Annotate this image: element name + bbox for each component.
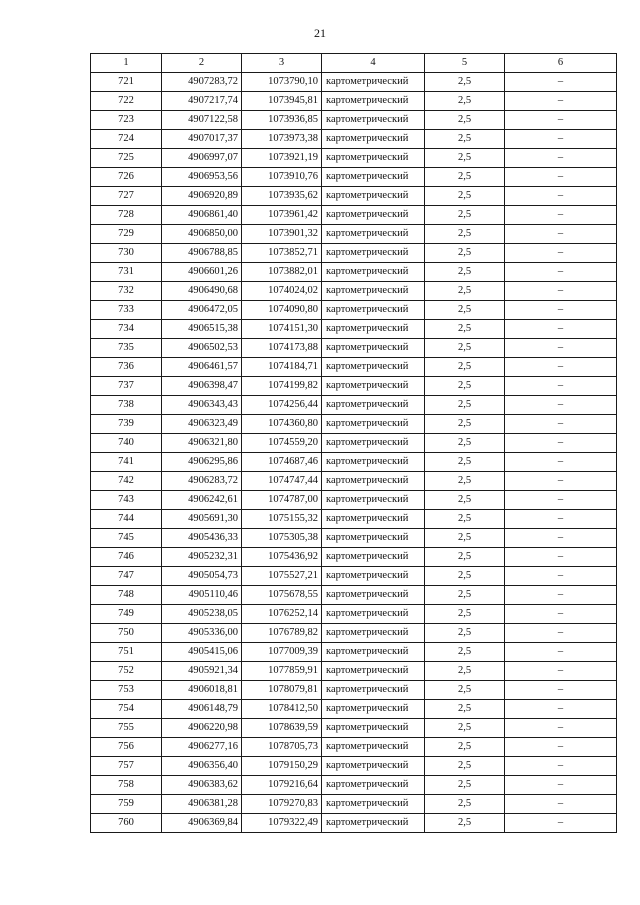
cell-accuracy: 2,5	[425, 738, 505, 757]
cell-coord-x: 4905921,34	[162, 662, 242, 681]
cell-point-number: 730	[91, 244, 162, 263]
table-row	[91, 472, 617, 491]
table-row	[91, 358, 617, 377]
cell-accuracy: 2,5	[425, 339, 505, 358]
cell-accuracy: 2,5	[425, 301, 505, 320]
cell-note: –	[505, 757, 617, 776]
cell-coord-y: 1075305,38	[242, 529, 322, 548]
cell-accuracy: 2,5	[425, 605, 505, 624]
cell-accuracy: 2,5	[425, 795, 505, 814]
cell-coord-y: 1074747,44	[242, 472, 322, 491]
table-row	[91, 73, 617, 92]
cell-method: картометрический	[322, 548, 425, 567]
cell-coord-x: 4906356,40	[162, 757, 242, 776]
table-row	[91, 738, 617, 757]
cell-method: картометрический	[322, 453, 425, 472]
cell-accuracy: 2,5	[425, 567, 505, 586]
cell-note: –	[505, 510, 617, 529]
cell-point-number: 724	[91, 130, 162, 149]
cell-accuracy: 2,5	[425, 586, 505, 605]
cell-method: картометрический	[322, 529, 425, 548]
cell-coord-x: 4907283,72	[162, 73, 242, 92]
cell-coord-y: 1073921,19	[242, 149, 322, 168]
cell-coord-x: 4906277,16	[162, 738, 242, 757]
cell-method: картометрический	[322, 130, 425, 149]
cell-coord-y: 1076789,82	[242, 624, 322, 643]
table-row	[91, 586, 617, 605]
cell-method: картометрический	[322, 605, 425, 624]
cell-coord-y: 1073910,76	[242, 168, 322, 187]
cell-coord-x: 4906295,86	[162, 453, 242, 472]
cell-coord-y: 1078079,81	[242, 681, 322, 700]
cell-method: картометрический	[322, 111, 425, 130]
table-row	[91, 168, 617, 187]
cell-method: картометрический	[322, 719, 425, 738]
cell-coord-x: 4906381,28	[162, 795, 242, 814]
cell-method: картометрический	[322, 681, 425, 700]
table-row	[91, 244, 617, 263]
cell-method: картометрический	[322, 814, 425, 833]
cell-coord-y: 1073936,85	[242, 111, 322, 130]
cell-note: –	[505, 130, 617, 149]
cell-coord-y: 1076252,14	[242, 605, 322, 624]
cell-point-number: 737	[91, 377, 162, 396]
table-row	[91, 225, 617, 244]
table-row	[91, 548, 617, 567]
cell-point-number: 721	[91, 73, 162, 92]
cell-coord-x: 4907217,74	[162, 92, 242, 111]
cell-note: –	[505, 168, 617, 187]
cell-accuracy: 2,5	[425, 282, 505, 301]
cell-point-number: 752	[91, 662, 162, 681]
cell-note: –	[505, 719, 617, 738]
cell-note: –	[505, 111, 617, 130]
cell-note: –	[505, 472, 617, 491]
cell-coord-x: 4906515,38	[162, 320, 242, 339]
cell-method: картометрический	[322, 282, 425, 301]
cell-point-number: 732	[91, 282, 162, 301]
table-row	[91, 795, 617, 814]
cell-accuracy: 2,5	[425, 263, 505, 282]
cell-coord-x: 4907017,37	[162, 130, 242, 149]
cell-accuracy: 2,5	[425, 491, 505, 510]
table-header	[91, 54, 617, 73]
table-row	[91, 206, 617, 225]
cell-note: –	[505, 377, 617, 396]
cell-coord-y: 1074024,02	[242, 282, 322, 301]
cell-accuracy: 2,5	[425, 225, 505, 244]
cell-method: картометрический	[322, 358, 425, 377]
cell-coord-x: 4906220,98	[162, 719, 242, 738]
table-row	[91, 662, 617, 681]
cell-coord-x: 4906502,53	[162, 339, 242, 358]
cell-point-number: 745	[91, 529, 162, 548]
cell-method: картометрический	[322, 643, 425, 662]
cell-note: –	[505, 795, 617, 814]
cell-accuracy: 2,5	[425, 814, 505, 833]
cell-coord-x: 4905436,33	[162, 529, 242, 548]
cell-coord-x: 4906997,07	[162, 149, 242, 168]
cell-point-number: 757	[91, 757, 162, 776]
cell-method: картометрический	[322, 377, 425, 396]
cell-coord-x: 4906472,05	[162, 301, 242, 320]
cell-method: картометрический	[322, 73, 425, 92]
cell-accuracy: 2,5	[425, 510, 505, 529]
cell-accuracy: 2,5	[425, 415, 505, 434]
cell-accuracy: 2,5	[425, 453, 505, 472]
cell-note: –	[505, 814, 617, 833]
header-col-1: 1	[91, 54, 162, 73]
cell-coord-y: 1074256,44	[242, 396, 322, 415]
cell-method: картометрический	[322, 510, 425, 529]
cell-accuracy: 2,5	[425, 358, 505, 377]
cell-point-number: 758	[91, 776, 162, 795]
cell-coord-x: 4907122,58	[162, 111, 242, 130]
cell-point-number: 736	[91, 358, 162, 377]
cell-note: –	[505, 282, 617, 301]
cell-coord-y: 1077009,39	[242, 643, 322, 662]
cell-coord-y: 1074199,82	[242, 377, 322, 396]
cell-note: –	[505, 529, 617, 548]
cell-point-number: 753	[91, 681, 162, 700]
cell-method: картометрический	[322, 263, 425, 282]
cell-point-number: 751	[91, 643, 162, 662]
table-row	[91, 396, 617, 415]
cell-point-number: 750	[91, 624, 162, 643]
cell-note: –	[505, 225, 617, 244]
cell-method: картометрический	[322, 491, 425, 510]
coordinates-table	[90, 53, 617, 833]
cell-coord-y: 1075155,32	[242, 510, 322, 529]
cell-note: –	[505, 263, 617, 282]
cell-point-number: 754	[91, 700, 162, 719]
cell-method: картометрический	[322, 225, 425, 244]
cell-method: картометрический	[322, 662, 425, 681]
cell-coord-y: 1074559,20	[242, 434, 322, 453]
table-row	[91, 453, 617, 472]
table-row	[91, 681, 617, 700]
cell-point-number: 725	[91, 149, 162, 168]
cell-point-number: 735	[91, 339, 162, 358]
cell-note: –	[505, 244, 617, 263]
table-row	[91, 643, 617, 662]
cell-method: картометрический	[322, 206, 425, 225]
cell-coord-x: 4905238,05	[162, 605, 242, 624]
cell-coord-x: 4905336,00	[162, 624, 242, 643]
cell-coord-y: 1073901,32	[242, 225, 322, 244]
cell-accuracy: 2,5	[425, 681, 505, 700]
cell-coord-x: 4906861,40	[162, 206, 242, 225]
cell-method: картометрический	[322, 757, 425, 776]
table-row	[91, 111, 617, 130]
cell-coord-x: 4905415,06	[162, 643, 242, 662]
cell-coord-y: 1073882,01	[242, 263, 322, 282]
cell-method: картометрический	[322, 624, 425, 643]
cell-coord-y: 1079216,64	[242, 776, 322, 795]
header-col-3: 3	[242, 54, 322, 73]
cell-coord-x: 4906398,47	[162, 377, 242, 396]
cell-coord-y: 1074184,71	[242, 358, 322, 377]
cell-point-number: 759	[91, 795, 162, 814]
cell-coord-x: 4906601,26	[162, 263, 242, 282]
table-row	[91, 339, 617, 358]
cell-accuracy: 2,5	[425, 662, 505, 681]
cell-coord-x: 4906242,61	[162, 491, 242, 510]
cell-point-number: 760	[91, 814, 162, 833]
cell-coord-y: 1073852,71	[242, 244, 322, 263]
cell-coord-y: 1075527,21	[242, 567, 322, 586]
table-row	[91, 377, 617, 396]
cell-point-number: 739	[91, 415, 162, 434]
cell-accuracy: 2,5	[425, 757, 505, 776]
cell-note: –	[505, 491, 617, 510]
cell-point-number: 755	[91, 719, 162, 738]
cell-method: картометрический	[322, 434, 425, 453]
cell-coord-y: 1079322,49	[242, 814, 322, 833]
cell-note: –	[505, 624, 617, 643]
cell-coord-x: 4906283,72	[162, 472, 242, 491]
table-row	[91, 605, 617, 624]
cell-note: –	[505, 548, 617, 567]
cell-accuracy: 2,5	[425, 529, 505, 548]
cell-point-number: 756	[91, 738, 162, 757]
table-row	[91, 719, 617, 738]
table-row	[91, 491, 617, 510]
cell-point-number: 744	[91, 510, 162, 529]
cell-method: картометрический	[322, 567, 425, 586]
cell-coord-y: 1074787,00	[242, 491, 322, 510]
cell-note: –	[505, 320, 617, 339]
cell-accuracy: 2,5	[425, 320, 505, 339]
cell-point-number: 726	[91, 168, 162, 187]
cell-accuracy: 2,5	[425, 206, 505, 225]
cell-coord-x: 4906018,81	[162, 681, 242, 700]
cell-method: картометрический	[322, 320, 425, 339]
cell-coord-y: 1075678,55	[242, 586, 322, 605]
cell-coord-y: 1078705,73	[242, 738, 322, 757]
cell-point-number: 743	[91, 491, 162, 510]
cell-note: –	[505, 415, 617, 434]
header-row	[91, 54, 617, 73]
cell-point-number: 746	[91, 548, 162, 567]
cell-method: картометрический	[322, 700, 425, 719]
cell-coord-x: 4906148,79	[162, 700, 242, 719]
cell-coord-x: 4906323,49	[162, 415, 242, 434]
cell-note: –	[505, 206, 617, 225]
cell-note: –	[505, 605, 617, 624]
cell-accuracy: 2,5	[425, 776, 505, 795]
cell-method: картометрический	[322, 776, 425, 795]
cell-accuracy: 2,5	[425, 719, 505, 738]
header-col-2: 2	[162, 54, 242, 73]
cell-coord-y: 1073973,38	[242, 130, 322, 149]
cell-note: –	[505, 586, 617, 605]
cell-note: –	[505, 453, 617, 472]
cell-coord-y: 1073945,81	[242, 92, 322, 111]
table-row	[91, 814, 617, 833]
cell-point-number: 722	[91, 92, 162, 111]
cell-coord-x: 4905691,30	[162, 510, 242, 529]
cell-method: картометрический	[322, 738, 425, 757]
table-row	[91, 320, 617, 339]
cell-method: картометрический	[322, 795, 425, 814]
cell-coord-x: 4906369,84	[162, 814, 242, 833]
header-col-4: 4	[322, 54, 425, 73]
cell-method: картометрический	[322, 92, 425, 111]
cell-coord-y: 1079270,83	[242, 795, 322, 814]
cell-point-number: 738	[91, 396, 162, 415]
cell-accuracy: 2,5	[425, 434, 505, 453]
cell-note: –	[505, 396, 617, 415]
table-row	[91, 282, 617, 301]
header-col-5: 5	[425, 54, 505, 73]
cell-note: –	[505, 738, 617, 757]
cell-accuracy: 2,5	[425, 168, 505, 187]
cell-coord-x: 4906343,43	[162, 396, 242, 415]
table-row	[91, 567, 617, 586]
cell-accuracy: 2,5	[425, 472, 505, 491]
cell-point-number: 733	[91, 301, 162, 320]
table-row	[91, 187, 617, 206]
cell-accuracy: 2,5	[425, 643, 505, 662]
cell-coord-y: 1074173,88	[242, 339, 322, 358]
cell-point-number: 729	[91, 225, 162, 244]
cell-note: –	[505, 643, 617, 662]
cell-note: –	[505, 567, 617, 586]
cell-accuracy: 2,5	[425, 548, 505, 567]
cell-point-number: 741	[91, 453, 162, 472]
cell-method: картометрический	[322, 339, 425, 358]
cell-point-number: 740	[91, 434, 162, 453]
cell-coord-x: 4906850,00	[162, 225, 242, 244]
cell-accuracy: 2,5	[425, 73, 505, 92]
cell-coord-x: 4905054,73	[162, 567, 242, 586]
cell-point-number: 727	[91, 187, 162, 206]
cell-point-number: 749	[91, 605, 162, 624]
table-row	[91, 301, 617, 320]
table-row	[91, 700, 617, 719]
cell-coord-y: 1078412,50	[242, 700, 322, 719]
cell-coord-y: 1079150,29	[242, 757, 322, 776]
cell-coord-x: 4906953,56	[162, 168, 242, 187]
table-row	[91, 624, 617, 643]
table-row	[91, 529, 617, 548]
cell-method: картометрический	[322, 168, 425, 187]
table-row	[91, 510, 617, 529]
table-row	[91, 263, 617, 282]
table-row	[91, 776, 617, 795]
cell-point-number: 728	[91, 206, 162, 225]
cell-method: картометрический	[322, 187, 425, 206]
table-row	[91, 92, 617, 111]
cell-note: –	[505, 339, 617, 358]
cell-method: картометрический	[322, 415, 425, 434]
cell-note: –	[505, 358, 617, 377]
table-row	[91, 757, 617, 776]
cell-coord-y: 1073961,42	[242, 206, 322, 225]
cell-coord-y: 1074687,46	[242, 453, 322, 472]
cell-coord-y: 1074151,30	[242, 320, 322, 339]
cell-point-number: 742	[91, 472, 162, 491]
cell-coord-y: 1073790,10	[242, 73, 322, 92]
cell-accuracy: 2,5	[425, 130, 505, 149]
cell-method: картометрический	[322, 301, 425, 320]
cell-coord-x: 4906788,85	[162, 244, 242, 263]
cell-accuracy: 2,5	[425, 111, 505, 130]
header-col-6: 6	[505, 54, 617, 73]
cell-note: –	[505, 149, 617, 168]
cell-point-number: 748	[91, 586, 162, 605]
page-number: 21	[314, 26, 326, 40]
cell-note: –	[505, 700, 617, 719]
cell-coord-x: 4906920,89	[162, 187, 242, 206]
cell-accuracy: 2,5	[425, 377, 505, 396]
table-row	[91, 149, 617, 168]
cell-accuracy: 2,5	[425, 396, 505, 415]
table-row	[91, 415, 617, 434]
cell-coord-x: 4906461,57	[162, 358, 242, 377]
cell-method: картометрический	[322, 244, 425, 263]
cell-coord-y: 1074360,80	[242, 415, 322, 434]
cell-note: –	[505, 73, 617, 92]
cell-point-number: 747	[91, 567, 162, 586]
cell-note: –	[505, 434, 617, 453]
cell-point-number: 731	[91, 263, 162, 282]
cell-coord-x: 4906490,68	[162, 282, 242, 301]
cell-note: –	[505, 187, 617, 206]
cell-method: картометрический	[322, 149, 425, 168]
cell-method: картометрический	[322, 586, 425, 605]
cell-coord-y: 1073935,62	[242, 187, 322, 206]
cell-note: –	[505, 662, 617, 681]
cell-accuracy: 2,5	[425, 187, 505, 206]
cell-coord-y: 1077859,91	[242, 662, 322, 681]
cell-coord-y: 1075436,92	[242, 548, 322, 567]
cell-coord-y: 1078639,59	[242, 719, 322, 738]
cell-method: картометрический	[322, 396, 425, 415]
cell-note: –	[505, 681, 617, 700]
cell-point-number: 723	[91, 111, 162, 130]
cell-note: –	[505, 301, 617, 320]
cell-accuracy: 2,5	[425, 149, 505, 168]
cell-coord-x: 4906383,62	[162, 776, 242, 795]
cell-coord-x: 4905110,46	[162, 586, 242, 605]
cell-method: картометрический	[322, 472, 425, 491]
cell-point-number: 734	[91, 320, 162, 339]
cell-accuracy: 2,5	[425, 244, 505, 263]
cell-coord-x: 4905232,31	[162, 548, 242, 567]
cell-note: –	[505, 776, 617, 795]
cell-accuracy: 2,5	[425, 624, 505, 643]
cell-note: –	[505, 92, 617, 111]
table-row	[91, 130, 617, 149]
table-body	[91, 73, 617, 833]
cell-coord-x: 4906321,80	[162, 434, 242, 453]
cell-accuracy: 2,5	[425, 92, 505, 111]
cell-coord-y: 1074090,80	[242, 301, 322, 320]
cell-accuracy: 2,5	[425, 700, 505, 719]
table-row	[91, 434, 617, 453]
